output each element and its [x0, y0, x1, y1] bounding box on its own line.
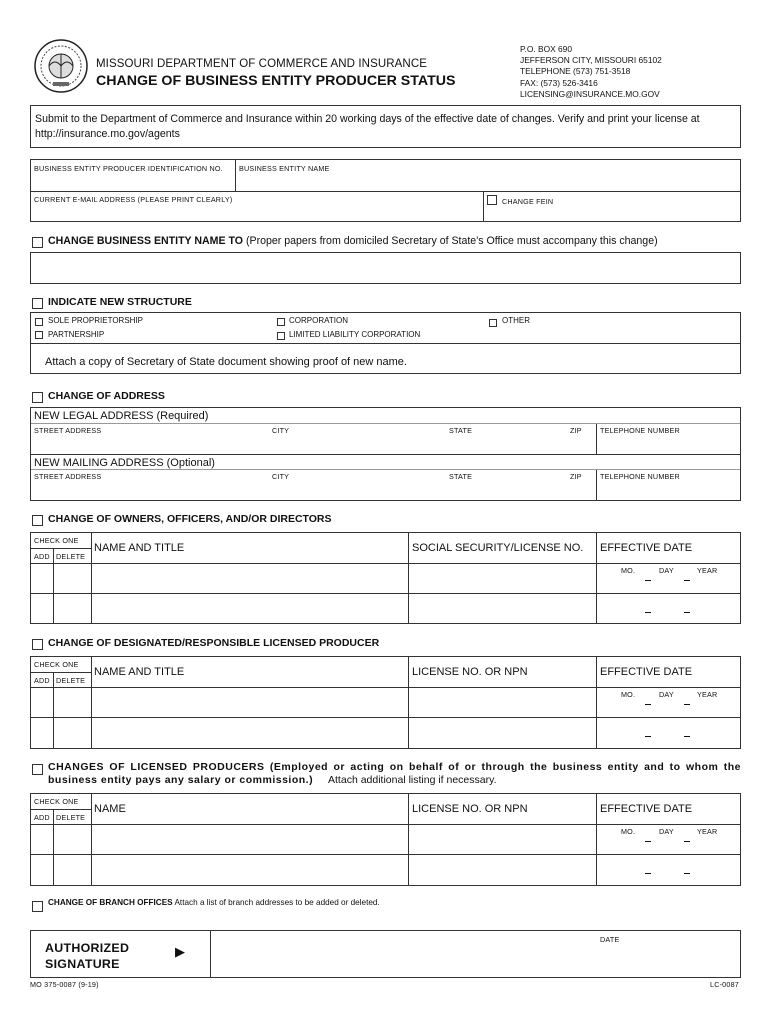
form-title: CHANGE OF BUSINESS ENTITY PRODUCER STATUS	[96, 73, 456, 89]
day-label: DAY	[659, 566, 674, 575]
designated-checkbox[interactable]	[32, 639, 43, 650]
change-fein-checkbox[interactable]	[487, 195, 497, 205]
add-column-header: ADD	[34, 552, 50, 561]
mailing-address-heading: NEW MAILING ADDRESS (Optional)	[34, 457, 215, 469]
change-address-heading: CHANGE OF ADDRESS	[48, 390, 165, 402]
contact-block	[520, 44, 662, 100]
month-label: MO.	[621, 827, 636, 836]
email-field[interactable]: CURRENT E-MAIL ADDRESS (PLEASE PRINT CLEARLY)	[34, 195, 233, 204]
contact-line: TELEPHONE (573) 751-3518	[520, 66, 631, 77]
new-structure-checkbox[interactable]	[32, 298, 43, 309]
check-one-label: CHECK ONE	[34, 536, 79, 545]
designated-heading: CHANGE OF DESIGNATED/RESPONSIBLE LICENSED PRODUCER	[48, 637, 380, 649]
sole-proprietorship-label: SOLE PROPRIETORSHIP	[48, 316, 143, 325]
table-row[interactable]	[92, 564, 408, 593]
effective-date-header: EFFECTIVE DATE	[600, 803, 693, 815]
month-label: MO.	[621, 690, 636, 699]
change-name-checkbox[interactable]	[32, 237, 43, 248]
intro-text: Submit to the Department of Commerce and Insurance within 20 working days of the effective date of changes. Verify and print your license at http://insurance.mo.gov/agents	[35, 113, 700, 140]
delete-column-header: DELETE	[56, 552, 86, 561]
legal-address-heading: NEW LEGAL ADDRESS (Required)	[34, 410, 209, 422]
year-label: YEAR	[697, 690, 718, 699]
producers-note: Attach additional listing if necessary.	[328, 774, 497, 786]
add-column-header: ADD	[34, 676, 50, 685]
mailing-city-field[interactable]: CITY	[272, 472, 290, 481]
mailing-state-field[interactable]: STATE	[449, 472, 473, 481]
form-code: LC-0087	[710, 980, 739, 989]
year-label: YEAR	[697, 827, 718, 836]
producers-heading	[48, 761, 741, 787]
branch-note: Attach a list of branch addresses to be added or deleted.	[174, 898, 380, 907]
state-seal	[33, 38, 89, 94]
owners-heading: CHANGE OF OWNERS, OFFICERS, AND/OR DIRECTORS	[48, 513, 332, 525]
branch-title: CHANGE OF BRANCH OFFICES	[48, 898, 173, 907]
contact-line: JEFFERSON CITY, MISSOURI 65102	[520, 55, 662, 66]
delete-column-header: DELETE	[56, 676, 86, 685]
department-name: MISSOURI DEPARTMENT OF COMMERCE AND INSURANCE	[96, 58, 428, 70]
delete-column-header: DELETE	[56, 813, 86, 822]
intro-box	[30, 105, 741, 148]
legal-phone-field[interactable]: TELEPHONE NUMBER	[600, 426, 680, 435]
entity-info-box	[30, 159, 741, 222]
corporation-checkbox[interactable]	[277, 318, 285, 326]
entity-id-field[interactable]: BUSINESS ENTITY PRODUCER IDENTIFICATION NO.	[34, 164, 223, 173]
effective-date-header: EFFECTIVE DATE	[600, 666, 693, 678]
contact-email: LICENSING@INSURANCE.MO.GOV	[520, 88, 660, 99]
signature-box	[30, 930, 741, 978]
legal-city-field[interactable]: CITY	[272, 426, 290, 435]
date-field[interactable]: DATE	[600, 935, 620, 944]
check-one-label: CHECK ONE	[34, 660, 79, 669]
partnership-label: PARTNERSHIP	[48, 330, 105, 339]
structure-note: Attach a copy of Secretary of State document showing proof of new name.	[45, 356, 407, 368]
day-label: DAY	[659, 827, 674, 836]
name-column-header: NAME AND TITLE	[94, 666, 185, 678]
owners-table	[30, 532, 741, 624]
table-row[interactable]	[92, 718, 408, 747]
partnership-checkbox[interactable]	[35, 331, 43, 339]
year-label: YEAR	[697, 566, 718, 575]
other-label: OTHER	[502, 316, 530, 325]
change-name-heading	[48, 235, 658, 247]
mailing-street-field[interactable]: STREET ADDRESS	[34, 472, 102, 481]
signature-field[interactable]	[212, 932, 597, 976]
llc-checkbox[interactable]	[277, 332, 285, 340]
contact-line: FAX: (573) 526-3416	[520, 77, 598, 88]
legal-state-field[interactable]: STATE	[449, 426, 473, 435]
mailing-zip-field[interactable]: ZIP	[570, 472, 582, 481]
legal-street-field[interactable]: STREET ADDRESS	[34, 426, 102, 435]
owners-checkbox[interactable]	[32, 515, 43, 526]
name-column-header: NAME	[94, 803, 126, 815]
change-fein-label: CHANGE FEIN	[502, 197, 554, 206]
arrow-right-icon: ▶	[175, 944, 185, 959]
contact-line: P.O. BOX 690	[520, 44, 572, 54]
branch-heading	[48, 898, 380, 907]
new-structure-heading: INDICATE NEW STRUCTURE	[48, 296, 192, 308]
table-row[interactable]	[92, 688, 408, 717]
new-name-input[interactable]	[30, 252, 741, 284]
producers-table	[30, 793, 741, 886]
license-column-header: LICENSE NO. OR NPN	[412, 666, 528, 678]
day-label: DAY	[659, 690, 674, 699]
llc-label: LIMITED LIABILITY CORPORATION	[289, 330, 421, 339]
legal-zip-field[interactable]: ZIP	[570, 426, 582, 435]
change-name-note: (Proper papers from domiciled Secretary of State's Office must accompany this change)	[245, 235, 658, 247]
signature-label: AUTHORIZED SIGNATURE	[45, 941, 130, 971]
change-address-checkbox[interactable]	[32, 392, 43, 403]
producers-checkbox[interactable]	[32, 764, 43, 775]
effective-date-header: EFFECTIVE DATE	[600, 542, 693, 554]
other-checkbox[interactable]	[489, 319, 497, 327]
branch-checkbox[interactable]	[32, 901, 43, 912]
mailing-phone-field[interactable]: TELEPHONE NUMBER	[600, 472, 680, 481]
table-row[interactable]	[92, 855, 408, 884]
table-row[interactable]	[92, 594, 408, 623]
producers-title: CHANGES OF LICENSED PRODUCERS (Employed or acting on behalf of or through the business entity and to whom the business entity pays any salary or commission.)	[48, 761, 741, 786]
entity-name-field[interactable]: BUSINESS ENTITY NAME	[239, 164, 330, 173]
check-one-label: CHECK ONE	[34, 797, 79, 806]
change-name-title: CHANGE BUSINESS ENTITY NAME TO	[48, 235, 244, 247]
name-column-header: NAME AND TITLE	[94, 542, 185, 554]
ssn-column-header: SOCIAL SECURITY/LICENSE NO.	[412, 542, 584, 554]
corporation-label: CORPORATION	[289, 316, 348, 325]
license-column-header: LICENSE NO. OR NPN	[412, 803, 528, 815]
designated-table	[30, 656, 741, 749]
sole-proprietorship-checkbox[interactable]	[35, 318, 43, 326]
table-row[interactable]	[92, 825, 408, 854]
structure-box	[30, 312, 741, 374]
add-column-header: ADD	[34, 813, 50, 822]
form-number: MO 375-0087 (9-19)	[30, 980, 99, 989]
address-box	[30, 407, 741, 501]
month-label: MO.	[621, 566, 636, 575]
